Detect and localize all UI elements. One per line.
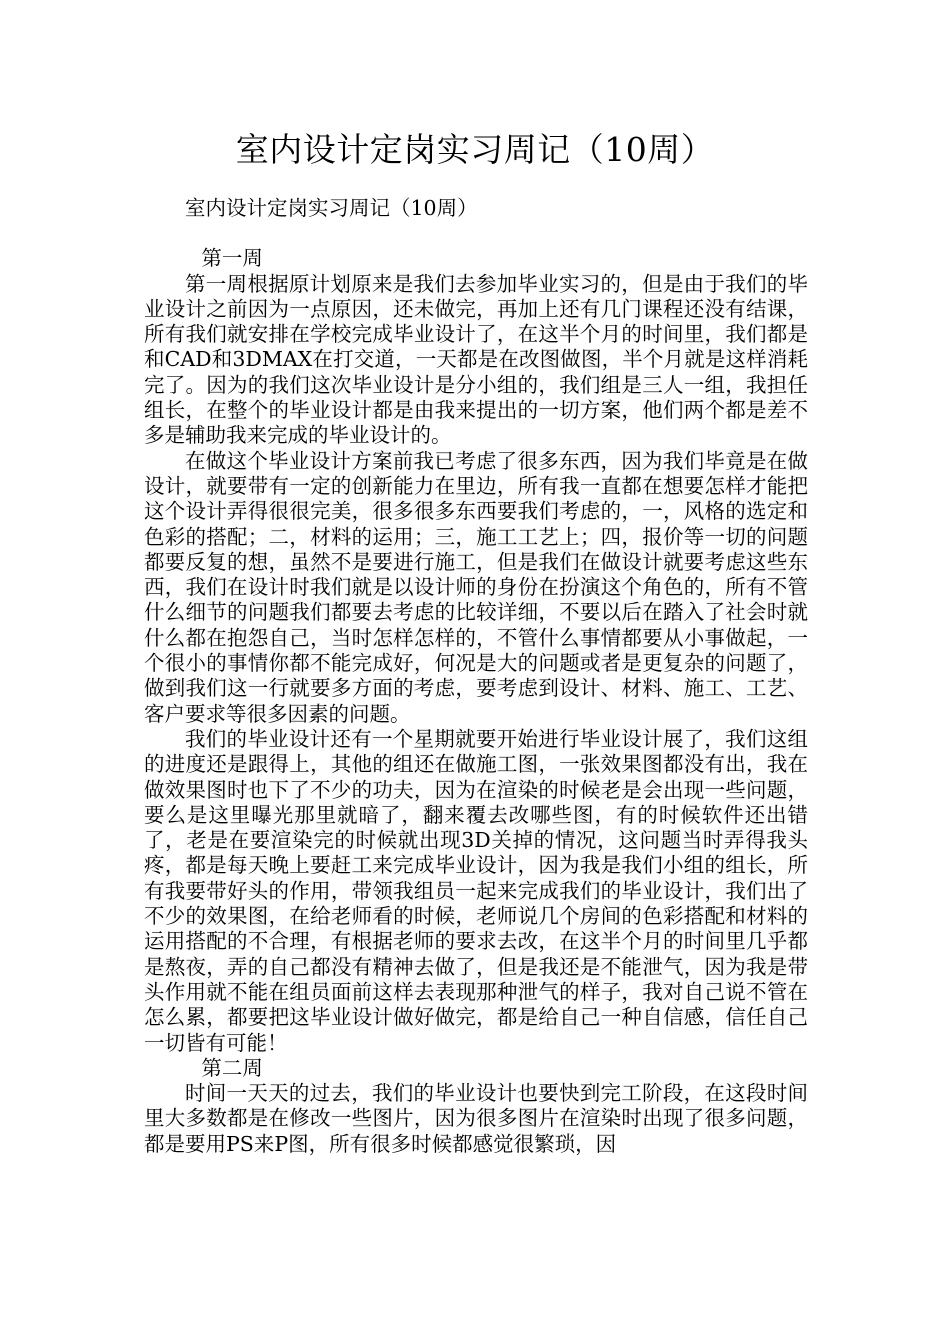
paragraph: 时间一天天的过去，我们的毕业设计也要快到完工阶段，在这段时间里大多数都是在修改一些图片，因为很多图片在渲染时出现了很多问题，都是要用PS来P图，所有很多时候都感觉很繁琐，因: [144, 1081, 808, 1156]
document-body: [144, 196, 808, 1157]
week2-heading: 第二周: [201, 1055, 263, 1080]
week1-heading: 第一周: [201, 246, 263, 271]
document-subtitle: 室内设计定岗实习周记（10周）: [185, 196, 478, 220]
paragraph: 在做这个毕业设计方案前我已考虑了很多东西，因为我们毕竟是在做设计，就要带有一定的创新能力在里边，所有我一直都在想要怎样才能把这个设计弄得很很完美，很多很多东西要我们考虑的，一，风格的选定和色彩的搭配；二，材料的运用；三，施工工艺上；四，报价等一切的问题都要反复的想，虽然不是要进行施工，但是我们在做设计就要考虑这些东西，我们在设计时我们就是以设计师的身份在扮演这个角色的，所有不管什么细节的问题我们都要去考虑的比较详细，不要以后在踏入了社会时就什么都在抱怨自己，当时怎样怎样的，不管什么事情都要从小事做起，一个很小的事情你都不能完成好，何况是大的问题或者是更复杂的问题了，做到我们这一行就要多方面的考虑，要考虑到设计、材料、施工、工艺、客户要求等很多因素的问题。: [144, 448, 808, 726]
document-title: 室内设计定岗实习周记（10周）: [235, 130, 715, 169]
paragraph: 第一周根据原计划原来是我们去参加毕业实习的，但是由于我们的毕业设计之前因为一点原因，还未做完，再加上还有几门课程还没有结课，所有我们就安排在学校完成毕业设计了，在这半个月的时间里，我们都是和CAD和3DMAX在打交道，一天都是在改图做图，半个月就是这样消耗完了。因为的我们这次毕业设计是分小组的，我们组是三人一组，我担任组长，在整个的毕业设计都是由我来提出的一切方案，他们两个都是差不多是辅助我来完成的毕业设计的。: [144, 271, 808, 448]
paragraph: 我们的毕业设计还有一个星期就要开始进行毕业设计展了，我们这组的进度还是跟得上，其他的组还在做施工图，一张效果图都没有出，我在做效果图时也下了不少的功夫，因为在渲染的时候老是会出现一些问题，要么是这里曝光那里就暗了，翻来覆去改哪些图，有的时候软件还出错了，老是在要渲染完的时候就出现3D关掉的情况，这问题当时弄得我头疼，都是每天晚上要赶工来完成毕业设计，因为我是我们小组的组长，所有我要带好头的作用，带领我组员一起来完成我们的毕业设计，我们出了不少的效果图，在给老师看的时候，老师说几个房间的色彩搭配和材料的运用搭配的不合理，有根据老师的要求去改，在这半个月的时间里几乎都是熬夜，弄的自己都没有精神去做了，但是我还是不能泄气，因为我是带头作用就不能在组员面前这样去表现那种泄气的样子，我对自己说不管在怎么累，都要把这毕业设计做好做完，都是给自己一种自信感，信任自己一切皆有可能！: [144, 726, 808, 1055]
